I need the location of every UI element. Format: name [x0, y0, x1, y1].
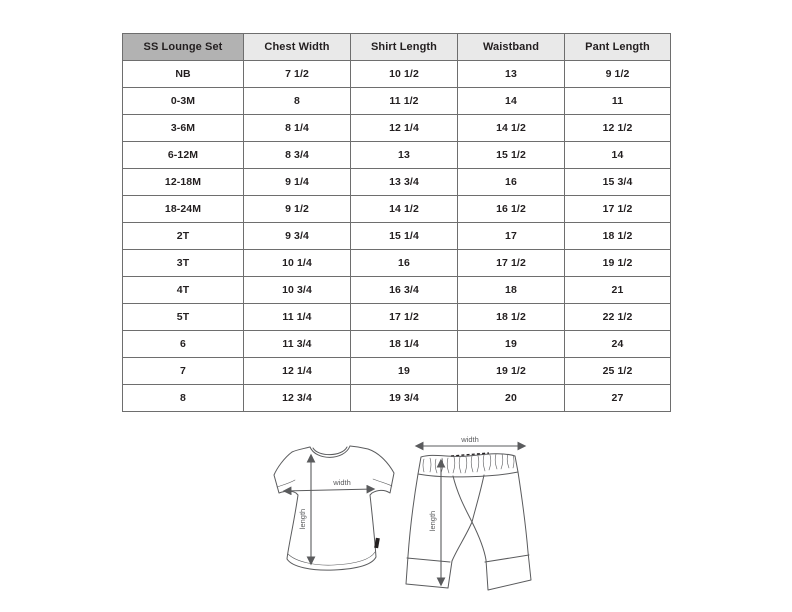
measurement-cell: 11 3/4: [244, 331, 351, 358]
measurement-cell: 18: [458, 277, 565, 304]
table-row: [123, 358, 671, 385]
pants-diagram: [404, 436, 532, 594]
table-row: [123, 250, 671, 277]
measurement-cell: 14 1/2: [458, 115, 565, 142]
shirt-outline: [274, 446, 394, 570]
measurement-cell: 21: [565, 277, 671, 304]
size-label-cell: 18-24M: [123, 196, 244, 223]
measurement-cell: 11 1/2: [351, 88, 458, 115]
measurement-cell: 15 1/2: [458, 142, 565, 169]
measurement-cell: 15 3/4: [565, 169, 671, 196]
table-row: [123, 331, 671, 358]
measurement-cell: 9 1/2: [244, 196, 351, 223]
table-row: [123, 196, 671, 223]
measurement-cell: 13 3/4: [351, 169, 458, 196]
measurement-cell: 16: [351, 250, 458, 277]
size-label-cell: 12-18M: [123, 169, 244, 196]
table-title-cell: SS Lounge Set: [123, 34, 244, 61]
size-label-cell: 3T: [123, 250, 244, 277]
measurement-cell: 14 1/2: [351, 196, 458, 223]
measurement-cell: 11: [565, 88, 671, 115]
shirt-width-arrow: [284, 478, 374, 491]
table-header: [123, 34, 671, 61]
measurement-cell: 9 1/2: [565, 61, 671, 88]
measurement-cell: 19: [458, 331, 565, 358]
measurement-cell: 7 1/2: [244, 61, 351, 88]
measurement-cell: 9 1/4: [244, 169, 351, 196]
shirt-hem-line: [288, 552, 375, 565]
pants-length-arrow: [428, 460, 441, 585]
size-label-cell: 8: [123, 385, 244, 412]
size-label-cell: 0-3M: [123, 88, 244, 115]
measurement-cell: 19 1/2: [458, 358, 565, 385]
shirt-neck-inner: [313, 447, 347, 455]
measurement-cell: 12 3/4: [244, 385, 351, 412]
measurement-cell: 24: [565, 331, 671, 358]
measurement-cell: 12 1/2: [565, 115, 671, 142]
measurement-cell: 27: [565, 385, 671, 412]
measurement-cell: 17: [458, 223, 565, 250]
size-chart-table: [122, 33, 671, 412]
measurement-cell: 19: [351, 358, 458, 385]
measurement-cell: 18 1/4: [351, 331, 458, 358]
measurement-cell: 18 1/2: [458, 304, 565, 331]
measurement-cell: 9 3/4: [244, 223, 351, 250]
measurement-cell: 16 3/4: [351, 277, 458, 304]
pants-length-label: length: [428, 510, 437, 532]
table-row: [123, 88, 671, 115]
measurement-cell: 19 1/2: [565, 250, 671, 277]
size-label-cell: 7: [123, 358, 244, 385]
table-row: [123, 304, 671, 331]
pants-width-label: width: [461, 436, 479, 444]
pants-right-inner: [472, 475, 486, 560]
table-row: [123, 223, 671, 250]
pants-right-outer: [518, 472, 528, 552]
size-label-cell: 6: [123, 331, 244, 358]
column-header-pant-length: Pant Length: [565, 34, 671, 61]
measurement-cell: 19 3/4: [351, 385, 458, 412]
pants-outline: [406, 453, 531, 590]
shirt-left-cuff-line: [277, 480, 295, 487]
pants-right-cuff: [485, 552, 531, 590]
size-label-cell: 5T: [123, 304, 244, 331]
pants-waistband: [418, 454, 518, 477]
shirt-length-label: length: [298, 508, 307, 530]
pants-left-inner: [452, 476, 472, 561]
pants-left-cuff: [406, 556, 452, 588]
measurement-cell: 12 1/4: [351, 115, 458, 142]
shirt-width-label: width: [333, 478, 351, 487]
measurement-cell: 13: [351, 142, 458, 169]
table-row: [123, 61, 671, 88]
measurement-cell: 15 1/4: [351, 223, 458, 250]
column-header-shirt-length: Shirt Length: [351, 34, 458, 61]
size-label-cell: 2T: [123, 223, 244, 250]
pants-waistband-gathers: [423, 454, 514, 473]
measurement-cell: 16 1/2: [458, 196, 565, 223]
measurement-cell: 10 1/2: [351, 61, 458, 88]
column-header-waistband: Waistband: [458, 34, 565, 61]
measurement-cell: 10 1/4: [244, 250, 351, 277]
size-label-cell: 4T: [123, 277, 244, 304]
measurement-cell: 13: [458, 61, 565, 88]
size-label-cell: NB: [123, 61, 244, 88]
measurement-cell: 20: [458, 385, 565, 412]
table-row: [123, 142, 671, 169]
measurement-cell: 8 3/4: [244, 142, 351, 169]
table-row: [123, 385, 671, 412]
measurement-cell: 25 1/2: [565, 358, 671, 385]
shirt-diagram: [272, 443, 400, 575]
measurement-cell: 8: [244, 88, 351, 115]
header-row: [123, 34, 671, 61]
measurement-cell: 18 1/2: [565, 223, 671, 250]
measurement-cell: 8 1/4: [244, 115, 351, 142]
table-body: [123, 61, 671, 412]
measurement-cell: 22 1/2: [565, 304, 671, 331]
measurement-cell: 17 1/2: [351, 304, 458, 331]
shirt-length-arrow: [298, 455, 311, 564]
measurement-cell: 14: [565, 142, 671, 169]
table-row: [123, 277, 671, 304]
table-row: [123, 115, 671, 142]
measurement-cell: 17 1/2: [565, 196, 671, 223]
size-label-cell: 6-12M: [123, 142, 244, 169]
size-label-cell: 3-6M: [123, 115, 244, 142]
measurement-cell: 14: [458, 88, 565, 115]
shirt-right-cuff-line: [373, 479, 392, 486]
measurement-cell: 12 1/4: [244, 358, 351, 385]
measurement-cell: 10 3/4: [244, 277, 351, 304]
pants-width-arrow: [416, 436, 525, 446]
column-header-chest-width: Chest Width: [244, 34, 351, 61]
measurement-cell: 11 1/4: [244, 304, 351, 331]
measurement-cell: 16: [458, 169, 565, 196]
table-row: [123, 169, 671, 196]
pants-left-outer: [408, 474, 418, 556]
measurement-cell: 17 1/2: [458, 250, 565, 277]
